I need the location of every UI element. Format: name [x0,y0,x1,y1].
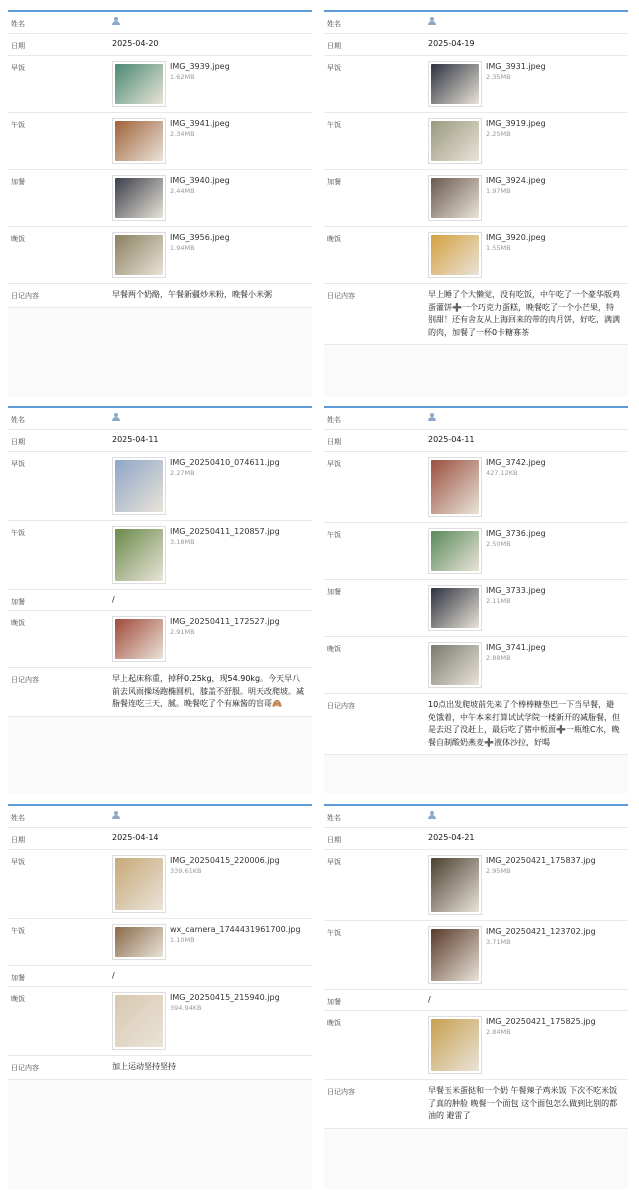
date-value: 2025-04-19 [428,39,475,48]
meal-photo [115,64,163,104]
name-label: 姓名 [11,20,25,28]
file-attachment[interactable] [112,232,312,278]
date-row [8,828,312,850]
date-row [8,430,312,452]
photo-thumbnail[interactable] [428,457,482,517]
name-value [112,806,312,827]
photo-thumbnail[interactable] [112,118,166,164]
file-size: 2.84MB [486,1028,511,1036]
file-name[interactable]: IMG_20250421_175825.jpg [486,1017,596,1026]
record-card [324,804,628,1190]
diary-row [324,694,628,755]
snack-row [8,590,312,611]
meal-photo [115,529,163,581]
file-info [486,528,546,549]
photo-thumbnail[interactable] [112,924,166,960]
date-row [324,430,628,452]
dinner-value [112,227,312,283]
record-card [324,10,628,397]
date-label: 日期 [327,438,341,446]
breakfast-value [112,850,312,918]
file-info [486,61,546,82]
file-info [170,992,280,1013]
breakfast-label: 早饭 [11,64,25,72]
meal-photo [115,235,163,275]
dinner-label: 晚饭 [327,235,341,243]
date-row [324,34,628,56]
snack-label: 加餐 [11,974,25,982]
breakfast-label: 早饭 [327,460,341,468]
date-label: 日期 [327,836,341,844]
date-value: 2025-04-14 [112,833,159,842]
date-label: 日期 [11,836,25,844]
snack-row [324,170,628,227]
snack-row [324,990,628,1011]
lunch-value [428,113,628,169]
lunch-value [428,921,628,989]
file-name[interactable]: IMG_20250415_220006.jpg [170,856,280,865]
file-info [170,61,230,82]
file-size: 2.35MB [486,73,511,81]
name-row [8,806,312,828]
file-info [486,855,596,876]
record-card [8,804,312,1190]
lunch-label: 午饭 [327,929,341,937]
snack-row [8,170,312,227]
diary-text: 早餐两个奶酪，午餐新疆炒米粉，晚餐小米粥 [112,290,272,299]
photo-thumbnail[interactable] [112,175,166,221]
photo-thumbnail[interactable] [428,528,482,574]
photo-thumbnail[interactable] [112,232,166,278]
user-icon [112,17,120,25]
snack-value: / [428,995,431,1004]
file-info [486,457,546,478]
snack-value [428,580,628,636]
lunch-label: 午饭 [327,121,341,129]
file-name[interactable]: IMG_3939.jpeg [170,62,230,71]
name-value [112,408,312,429]
snack-row [8,966,312,987]
dinner-value [428,227,628,283]
file-size: 1.94MB [170,244,195,252]
file-name[interactable]: wx_camera_1744431961700.jpg [170,925,301,934]
snack-label: 加餐 [327,178,341,186]
photo-thumbnail[interactable] [428,61,482,107]
meal-photo [431,929,479,981]
snack-value: / [112,971,115,980]
file-info [170,175,230,196]
file-attachment[interactable] [112,924,312,960]
lunch-value [428,523,628,579]
meal-photo [115,858,163,910]
breakfast-row [324,850,628,921]
date-row [8,34,312,56]
dinner-row [8,611,312,668]
name-label: 姓名 [327,416,341,424]
file-name[interactable]: IMG_3956.jpeg [170,233,230,242]
name-label: 姓名 [327,814,341,822]
file-size: 1.55MB [486,244,511,252]
photo-thumbnail[interactable] [112,526,166,584]
file-info [486,926,596,947]
diary-text: 10点出发爬坡前先来了个棒棒糖垫巴一下当早餐，避免饿着，中午本来打算试试学院一楼新开的减脂餐，但是去迟了没赶上，最后吃了猪中板面➕一瓶维C水，晚餐自制酸奶燕麦➕液体沙拉，好喝 [428,700,620,747]
diary-text: 早上起床称重，掉秤0.25kg，现54.90kg。今天早八前去风雨操场跑椭圆机，膝盖不舒服。明天改爬坡。减脂餐连吃三天，腻。晚餐吃了个有麻酱的盲哥🙈 [112,674,304,708]
file-attachment[interactable] [428,855,628,915]
lunch-label: 午饭 [11,927,25,935]
file-info [486,118,546,139]
file-info [486,585,546,606]
photo-thumbnail[interactable] [112,61,166,107]
file-size: 3.18MB [170,538,195,546]
lunch-row [324,113,628,170]
date-value: 2025-04-20 [112,39,159,48]
meal-photo [431,460,479,514]
file-name[interactable]: IMG_3742.jpeg [486,458,546,467]
name-row [324,12,628,34]
file-attachment[interactable] [428,528,628,574]
diary-row [324,1080,628,1129]
dinner-value [428,637,628,693]
name-label: 姓名 [327,20,341,28]
breakfast-row [8,56,312,113]
name-row [8,408,312,430]
dinner-label: 晚饭 [11,995,25,1003]
breakfast-value [112,56,312,112]
meal-photo [115,927,163,957]
name-value [112,12,312,33]
file-size: 2.50MB [486,540,511,548]
diary-row [8,668,312,717]
file-attachment[interactable] [428,926,628,984]
file-attachment[interactable] [428,1016,628,1074]
file-name[interactable]: IMG_3733.jpeg [486,586,546,595]
date-label: 日期 [327,42,341,50]
diary-label: 日记内容 [11,676,39,684]
date-value: 2025-04-11 [428,435,475,444]
meal-photo [431,645,479,685]
photo-thumbnail[interactable] [428,232,482,278]
meal-photo [431,588,479,628]
file-name[interactable]: IMG_3920.jpeg [486,233,546,242]
photo-thumbnail[interactable] [112,855,166,913]
dinner-value [112,611,312,667]
photo-thumbnail[interactable] [112,616,166,662]
date-label: 日期 [11,438,25,446]
user-icon [428,17,436,25]
breakfast-label: 早饭 [11,858,25,866]
meal-photo [115,460,163,512]
file-info [486,175,546,196]
date-row [324,828,628,850]
record-card [324,406,628,793]
dinner-row [324,637,628,694]
file-attachment[interactable] [112,61,312,107]
file-attachment[interactable] [112,118,312,164]
dinner-label: 晚饭 [11,619,25,627]
record-card [8,10,312,397]
dinner-value [112,987,312,1055]
breakfast-label: 早饭 [327,64,341,72]
file-size: 1.62MB [170,73,195,81]
meal-photo [431,531,479,571]
file-name[interactable]: IMG_3931.jpeg [486,62,546,71]
name-label: 姓名 [11,416,25,424]
name-row [324,408,628,430]
file-info [486,1016,596,1037]
diary-label: 日记内容 [327,292,355,300]
diary-label: 日记内容 [327,1088,355,1096]
file-name[interactable]: IMG_20250410_074611.jpg [170,458,280,467]
name-label: 姓名 [11,814,25,822]
user-icon [428,413,436,421]
file-name[interactable]: IMG_20250411_120857.jpg [170,527,280,536]
file-size: 2.25MB [486,130,511,138]
snack-label: 加餐 [11,598,25,606]
breakfast-row [324,452,628,523]
dinner-label: 晚饭 [11,235,25,243]
file-name[interactable]: IMG_20250415_215940.jpg [170,993,280,1002]
meal-photo [431,1019,479,1071]
file-info [170,232,230,253]
snack-value: / [112,595,115,604]
file-name[interactable]: IMG_3940.jpeg [170,176,230,185]
diary-label: 日记内容 [11,1064,39,1072]
file-attachment[interactable] [428,175,628,221]
diary-row [324,284,628,345]
dinner-label: 晚饭 [327,645,341,653]
breakfast-label: 早饭 [327,858,341,866]
file-attachment[interactable] [112,457,312,515]
lunch-label: 午饭 [11,529,25,537]
name-row [324,806,628,828]
file-name[interactable]: IMG_3924.jpeg [486,176,546,185]
file-attachment[interactable] [112,616,312,662]
file-size: 2.34MB [170,130,195,138]
dinner-label: 晚饭 [327,1019,341,1027]
lunch-row [324,921,628,990]
snack-row [324,580,628,637]
file-attachment[interactable] [112,526,312,584]
diary-row [8,1056,312,1080]
meal-photo [115,178,163,218]
date-label: 日期 [11,42,25,50]
meal-photo [431,64,479,104]
snack-label: 加餐 [327,998,341,1006]
user-icon [112,413,120,421]
lunch-label: 午饭 [327,531,341,539]
dinner-row [8,227,312,284]
lunch-label: 午饭 [11,121,25,129]
photo-thumbnail[interactable] [428,642,482,688]
snack-value [428,170,628,226]
file-info [170,457,280,478]
file-name[interactable]: IMG_20250421_123702.jpg [486,927,596,936]
snack-label: 加餐 [11,178,25,186]
record-card [8,406,312,793]
file-info [486,642,546,663]
file-size: 2.27MB [170,469,195,477]
user-icon [112,811,120,819]
diary-text: 加上运动坚持坚持 [112,1062,176,1071]
diary-label: 日记内容 [327,702,355,710]
dinner-row [324,227,628,284]
diary-row [8,284,312,308]
file-info [170,924,301,945]
diary-text: 早餐玉米蛋挞和一个奶 午餐辣子鸡米饭 下次不吃米饭了真的肿脸 晚餐一个面包 这个面包怎么做到比别的都油的 避雷了 [428,1086,618,1120]
user-icon [428,811,436,819]
dinner-value [428,1011,628,1079]
file-attachment[interactable] [428,457,628,517]
file-name[interactable]: IMG_3919.jpeg [486,119,546,128]
meal-photo [431,178,479,218]
file-name[interactable]: IMG_20250421_175837.jpg [486,856,596,865]
file-size: 427.12KB [486,469,518,477]
photo-thumbnail[interactable] [112,457,166,515]
file-size: 3.71MB [486,938,511,946]
file-size: 1.10MB [170,936,195,944]
photo-thumbnail[interactable] [428,118,482,164]
file-info [170,526,280,547]
file-size: 2.91MB [170,628,195,636]
file-attachment[interactable] [428,642,628,688]
photo-thumbnail[interactable] [112,992,166,1050]
lunch-row [8,113,312,170]
file-attachment[interactable] [428,118,628,164]
file-attachment[interactable] [112,992,312,1050]
file-size: 2.95MB [486,867,511,875]
lunch-row [8,521,312,590]
meal-photo [431,858,479,912]
breakfast-label: 早饭 [11,460,25,468]
breakfast-row [8,452,312,521]
breakfast-row [324,56,628,113]
breakfast-value [428,850,628,920]
breakfast-row [8,850,312,919]
photo-thumbnail[interactable] [428,926,482,984]
lunch-value [112,521,312,589]
snack-label: 加餐 [327,588,341,596]
name-value [428,12,628,33]
dinner-row [324,1011,628,1080]
lunch-value [112,919,312,965]
lunch-row [324,523,628,580]
date-value: 2025-04-11 [112,435,159,444]
file-attachment[interactable] [112,855,312,913]
photo-thumbnail[interactable] [428,855,482,915]
file-size: 1.97MB [486,187,511,195]
breakfast-value [112,452,312,520]
file-info [170,118,230,139]
meal-photo [431,121,479,161]
file-attachment[interactable] [428,585,628,631]
breakfast-value [428,452,628,522]
file-name[interactable]: IMG_3736.jpeg [486,529,546,538]
diary-text: 早上睡了个大懒觉，没有吃饭，中午吃了一个豪华版鸡蛋灌饼➕一个巧克力蛋糕，晚餐吃了一个小芒果，特别甜！还有舍友从上海回来的带的肉月饼，好吃，满满的肉，加餐了一杯0卡糖寡茶 [428,290,620,337]
lunch-row [8,919,312,966]
meal-photo [115,619,163,659]
file-size: 2.11MB [486,597,511,605]
name-value [428,408,628,429]
file-info [170,616,280,637]
file-info [486,232,546,253]
lunch-value [112,113,312,169]
file-size: 2.44MB [170,187,195,195]
snack-value [112,170,312,226]
date-value: 2025-04-21 [428,833,475,842]
file-attachment[interactable] [112,175,312,221]
file-size: 2.88MB [486,654,511,662]
file-size: 394.94KB [170,1004,202,1012]
dinner-row [8,987,312,1056]
photo-thumbnail[interactable] [428,1016,482,1074]
file-attachment[interactable] [428,232,628,278]
photo-thumbnail[interactable] [428,585,482,631]
file-name[interactable]: IMG_3741.jpeg [486,643,546,652]
meal-photo [115,995,163,1047]
file-name[interactable]: IMG_20250411_172527.jpg [170,617,280,626]
diary-label: 日记内容 [11,292,39,300]
file-attachment[interactable] [428,61,628,107]
name-row [8,12,312,34]
file-info [170,855,280,876]
file-size: 339.61KB [170,867,202,875]
breakfast-value [428,56,628,112]
meal-photo [115,121,163,161]
name-value [428,806,628,827]
photo-thumbnail[interactable] [428,175,482,221]
file-name[interactable]: IMG_3941.jpeg [170,119,230,128]
meal-photo [431,235,479,275]
